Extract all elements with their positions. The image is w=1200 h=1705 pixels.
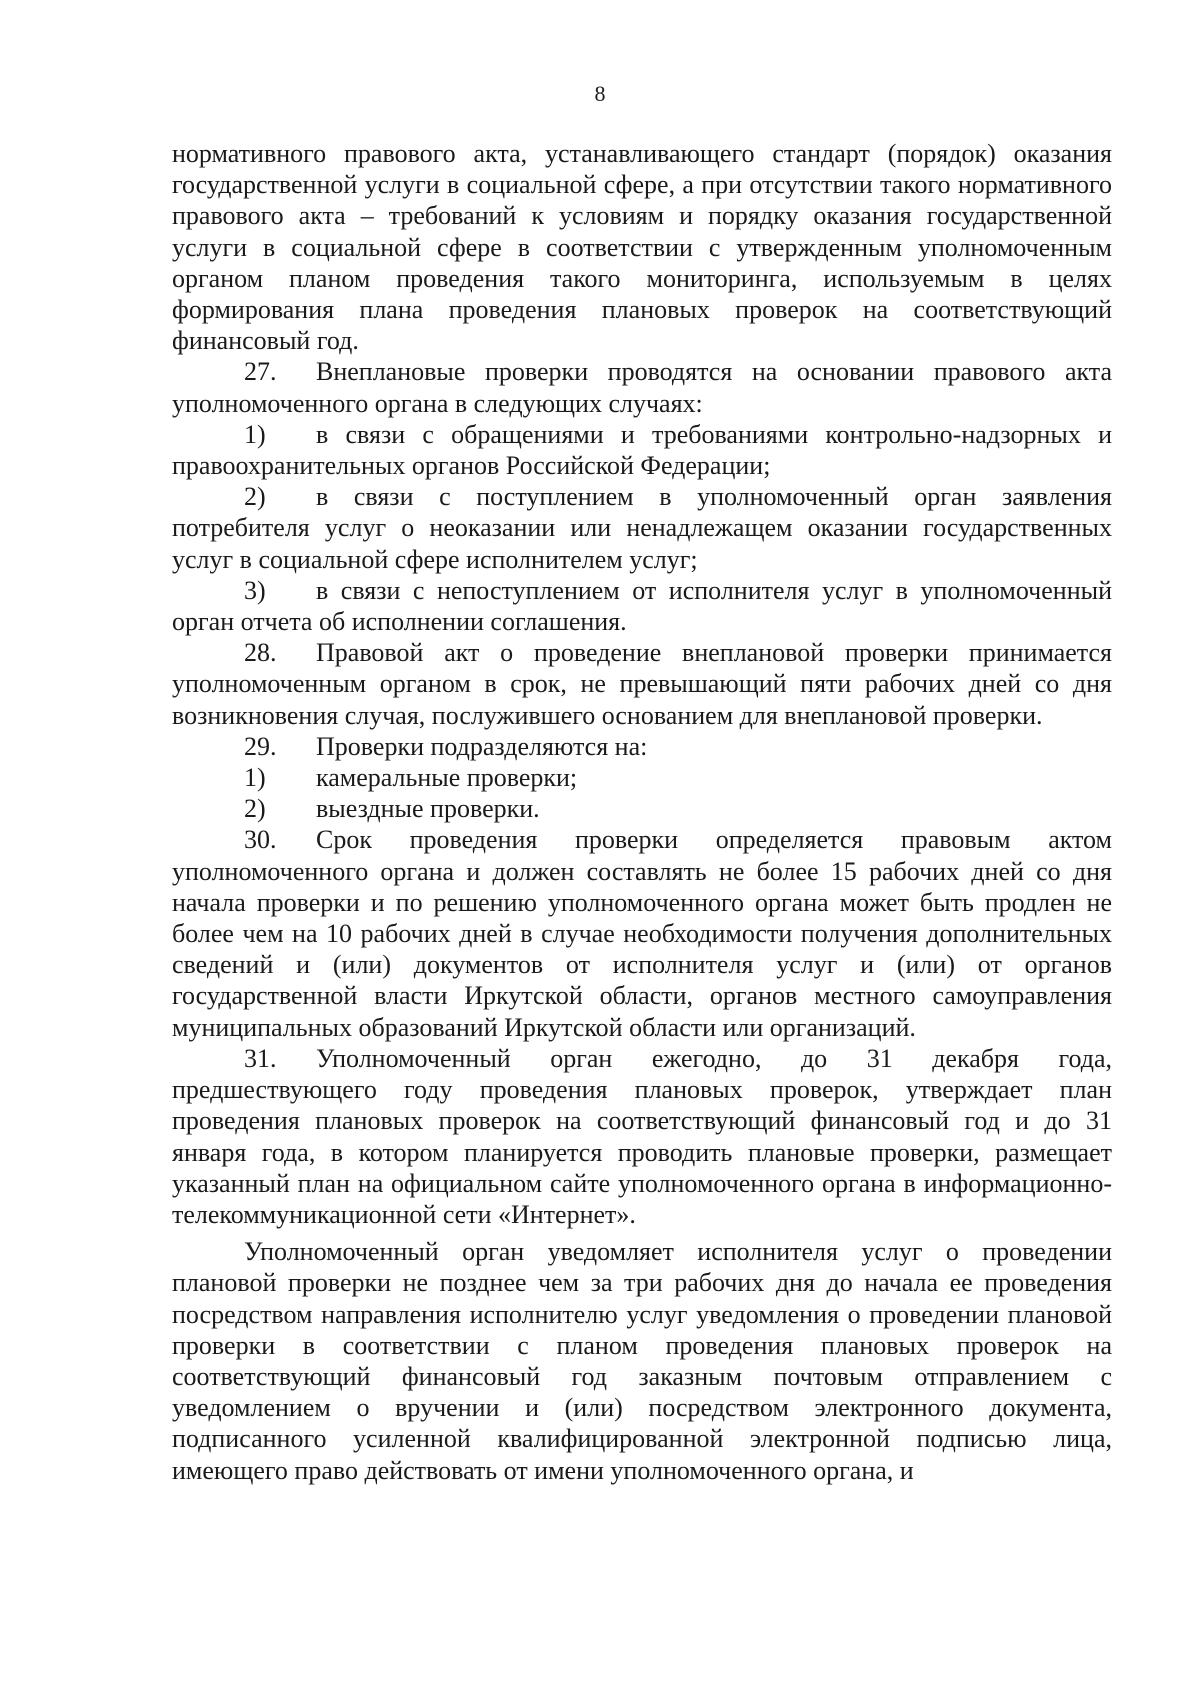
item-number: 2) <box>244 794 266 824</box>
item-text: в связи с непоступлением от исполнителя услуг в уполномоченный орган отчета об исполнении соглашения. <box>172 575 1112 637</box>
clause-31 <box>172 1043 1112 1230</box>
clause-text: Срок проведения проверки определяется правовым актом уполномоченного органа и должен составлять не более 15 рабочих дней со дня начала проверки и по решению уполномоченного органа может быть продлен не более чем на 10 рабочих дней в случае необходимости получения дополнительных сведений и (или) документов от исполнителя услуг и (или) от органов государственной власти Иркутской области, органов местного самоуправления муниципальных образований Иркутской области или организаций. <box>172 825 1112 1042</box>
item-text: в связи с обращениями и требованиями контрольно-надзорных и правоохранительных органов Российской Федерации; <box>172 419 1112 481</box>
clause-text: Внеплановые проверки проводятся на основании правового акта уполномоченного органа в следующих случаях: <box>172 357 1112 418</box>
clause-31-continuation: Уполномоченный орган уведомляет исполнителя услуг о проведении плановой проверки не позднее чем за три рабочих дня до начала ее проведения посредством направления исполнителю услуг уведомления о проведении плановой проверки в соответствии с планом проведения плановых проверок на соответствующий финансовый год заказным почтовым отправлением с уведомлением о вручении и (или) посредством электронного документа, подписанного усиленной квалифицированной электронной подписью лица, имеющего право действовать от имени уполномоченного органа, и <box>172 1237 1112 1485</box>
clause-28 <box>172 637 1112 731</box>
clause-30 <box>172 824 1112 1042</box>
item-number: 3) <box>244 575 266 605</box>
clause-27-item-3 <box>172 575 1112 637</box>
document-body <box>172 138 1112 1486</box>
item-text: камеральные проверки; <box>316 763 578 793</box>
clause-29 <box>172 731 1112 762</box>
clause-number: 28. <box>244 638 277 668</box>
paragraph-continuation: нормативного правового акта, устанавливающего стандарт (порядок) оказания государственной услуги в социальной сфере, а при отсутствии такого нормативного правового акта – требований к условиям и порядку оказания государственной услуги в социальной сфере в соответствии с утвержденным уполномоченным органом планом проведения такого мониторинга, используемым в целях формирования плана проведения плановых проверок на соответствующий финансовый год. <box>172 139 1112 356</box>
page-number: 8 <box>594 81 606 106</box>
clause-27-item-2 <box>172 481 1112 575</box>
item-text: в связи с поступлением в уполномоченный орган заявления потребителя услуг о неоказании или ненадлежащем оказании государственных услуг в социальной сфере исполнителем услуг; <box>172 482 1112 574</box>
clause-number: 30. <box>244 825 277 855</box>
item-text: выездные проверки. <box>316 794 540 824</box>
clause-number: 29. <box>244 731 277 761</box>
clause-27-item-1 <box>172 419 1112 481</box>
clause-text: Правовой акт о проведение внеплановой проверки принимается уполномоченным органом в срок, не превышающий пяти рабочих дней со дня возникновения случая, послужившего основанием для внеплановой проверки. <box>172 638 1112 730</box>
item-number: 1) <box>244 419 266 449</box>
clause-text: Уполномоченный орган ежегодно, до 31 декабря года, предшествующего году проведения плановых проверок, утверждает план проведения плановых проверок на соответствующий финансовый год и до 31 января года, в котором планируется проводить плановые проверки, размещает указанный план на официальном сайте уполномоченного органа в информационно-телекоммуникационной сети «Интернет». <box>172 1043 1112 1229</box>
item-number: 2) <box>244 482 266 512</box>
clause-27 <box>172 356 1112 418</box>
clause-number: 31. <box>244 1043 277 1073</box>
clause-29-item-1 <box>172 762 1112 793</box>
clause-29-item-2 <box>172 793 1112 824</box>
clause-text: Проверки подразделяются на: <box>316 731 648 761</box>
clause-number: 27. <box>244 357 277 387</box>
item-number: 1) <box>244 763 266 793</box>
